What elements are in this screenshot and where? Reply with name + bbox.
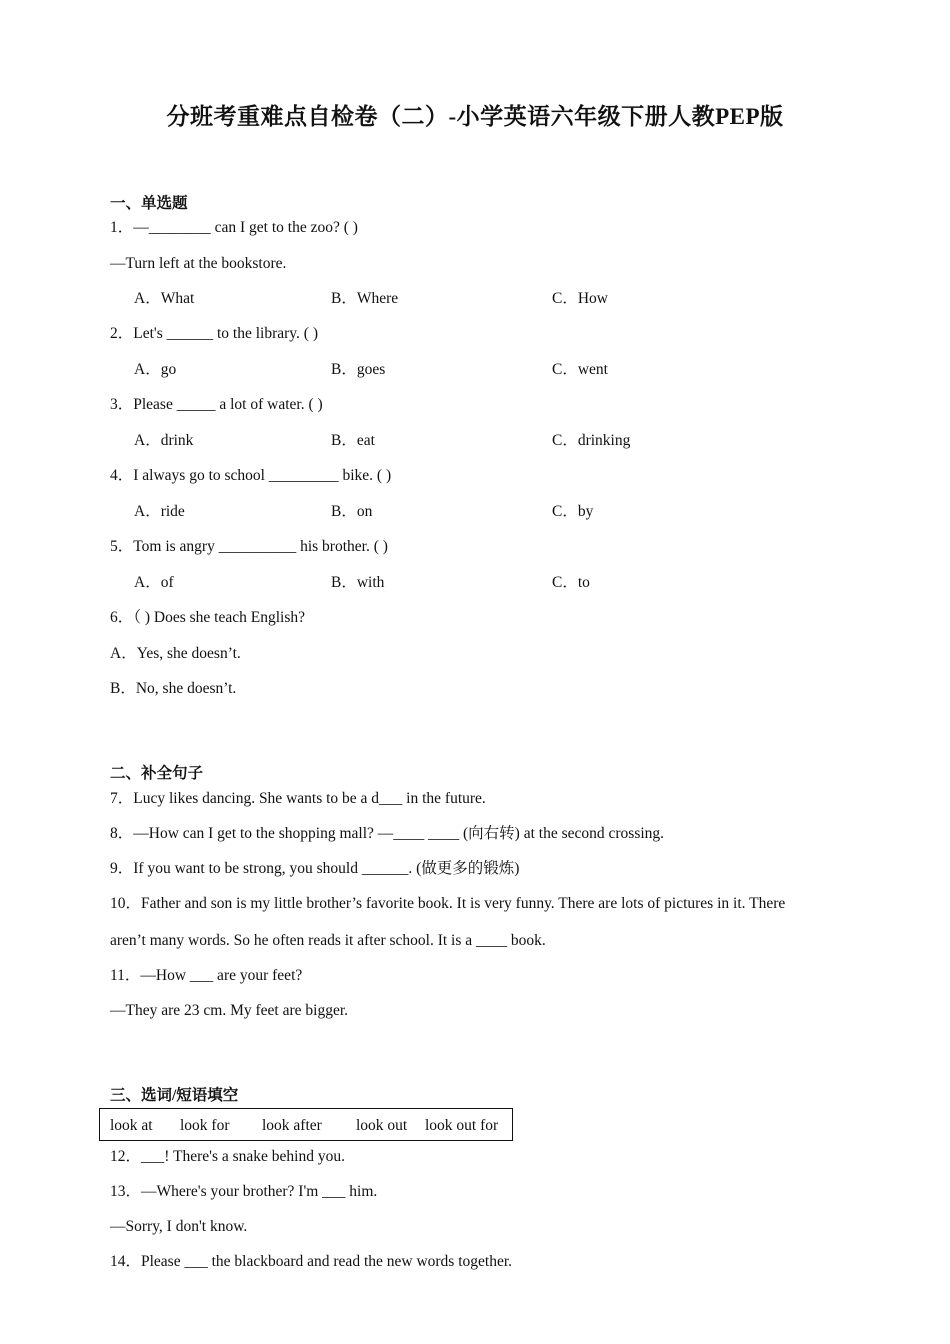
section-heading-single-choice: 一、单选题 <box>110 195 188 212</box>
question-9: 9．If you want to be strong, you should ______. (做更多的锻炼) <box>110 860 520 877</box>
page-title: 分班考重难点自检卷（二）-小学英语六年级下册人教PEP版 <box>166 104 784 129</box>
question-13-line-1: 13．—Where's your brother? I'm ___ him. <box>110 1183 378 1200</box>
word-bank-item: look after <box>262 1117 322 1134</box>
question-1-option-a: A．What <box>134 290 195 307</box>
section-heading-complete-sentences: 二、补全句子 <box>110 765 204 782</box>
question-12: 12．___! There's a snake behind you. <box>110 1148 345 1165</box>
question-3-option-c: C．drinking <box>552 432 631 449</box>
question-4-option-c: C．by <box>552 503 594 520</box>
question-5-option-b: B．with <box>331 574 385 591</box>
question-1-stem: 1．—________ can I get to the zoo? ( ) <box>110 219 358 236</box>
question-11-line-2: —They are 23 cm. My feet are bigger. <box>110 1002 349 1019</box>
question-10-line-1: 10．Father and son is my little brother’s favorite book. It is very funny. There are lots of pictures in it. There <box>110 895 786 912</box>
question-10-line-2: aren’t many words. So he often reads it after school. It is a ____ book. <box>110 932 546 949</box>
question-8: 8．—How can I get to the shopping mall? —____ ____ (向右转) at the second crossing. <box>110 825 665 842</box>
question-1-answer-line: —Turn left at the bookstore. <box>110 255 287 272</box>
question-1-option-c: C．How <box>552 290 608 307</box>
question-3-option-b: B．eat <box>331 432 375 449</box>
question-5-option-c: C．to <box>552 574 590 591</box>
question-5-option-a: A．of <box>134 574 174 591</box>
question-2-option-a: A．go <box>134 361 177 378</box>
question-4-option-a: A．ride <box>134 503 185 520</box>
question-5-stem: 5．Tom is angry __________ his brother. ( ) <box>110 538 388 555</box>
question-6-stem: 6．（ ) Does she teach English? <box>110 609 305 626</box>
question-4-option-b: B．on <box>331 503 373 520</box>
section-heading-word-fill: 三、选词/短语填空 <box>110 1087 239 1104</box>
question-2-option-b: B．goes <box>331 361 386 378</box>
word-bank-box <box>99 1108 513 1141</box>
question-6-option-b: B．No, she doesn’t. <box>110 680 237 697</box>
question-1-option-b: B．Where <box>331 290 399 307</box>
question-6-option-a: A．Yes, she doesn’t. <box>110 645 241 662</box>
word-bank-item: look for <box>180 1117 230 1134</box>
question-14: 14．Please ___ the blackboard and read the new words together. <box>110 1253 513 1270</box>
question-3-option-a: A．drink <box>134 432 194 449</box>
question-7: 7．Lucy likes dancing. She wants to be a d___ in the future. <box>110 790 486 807</box>
word-bank-item: look out <box>356 1117 408 1134</box>
question-3-stem: 3．Please _____ a lot of water. ( ) <box>110 396 323 413</box>
question-13-line-2: —Sorry, I don't know. <box>110 1218 248 1235</box>
word-bank-item: look out for <box>425 1117 499 1134</box>
word-bank-item: look at <box>110 1117 153 1134</box>
question-2-option-c: C．went <box>552 361 608 378</box>
question-4-stem: 4．I always go to school _________ bike. ( ) <box>110 467 392 484</box>
question-11-line-1: 11．—How ___ are your feet? <box>110 967 303 984</box>
question-2-stem: 2．Let's ______ to the library. ( ) <box>110 325 318 342</box>
